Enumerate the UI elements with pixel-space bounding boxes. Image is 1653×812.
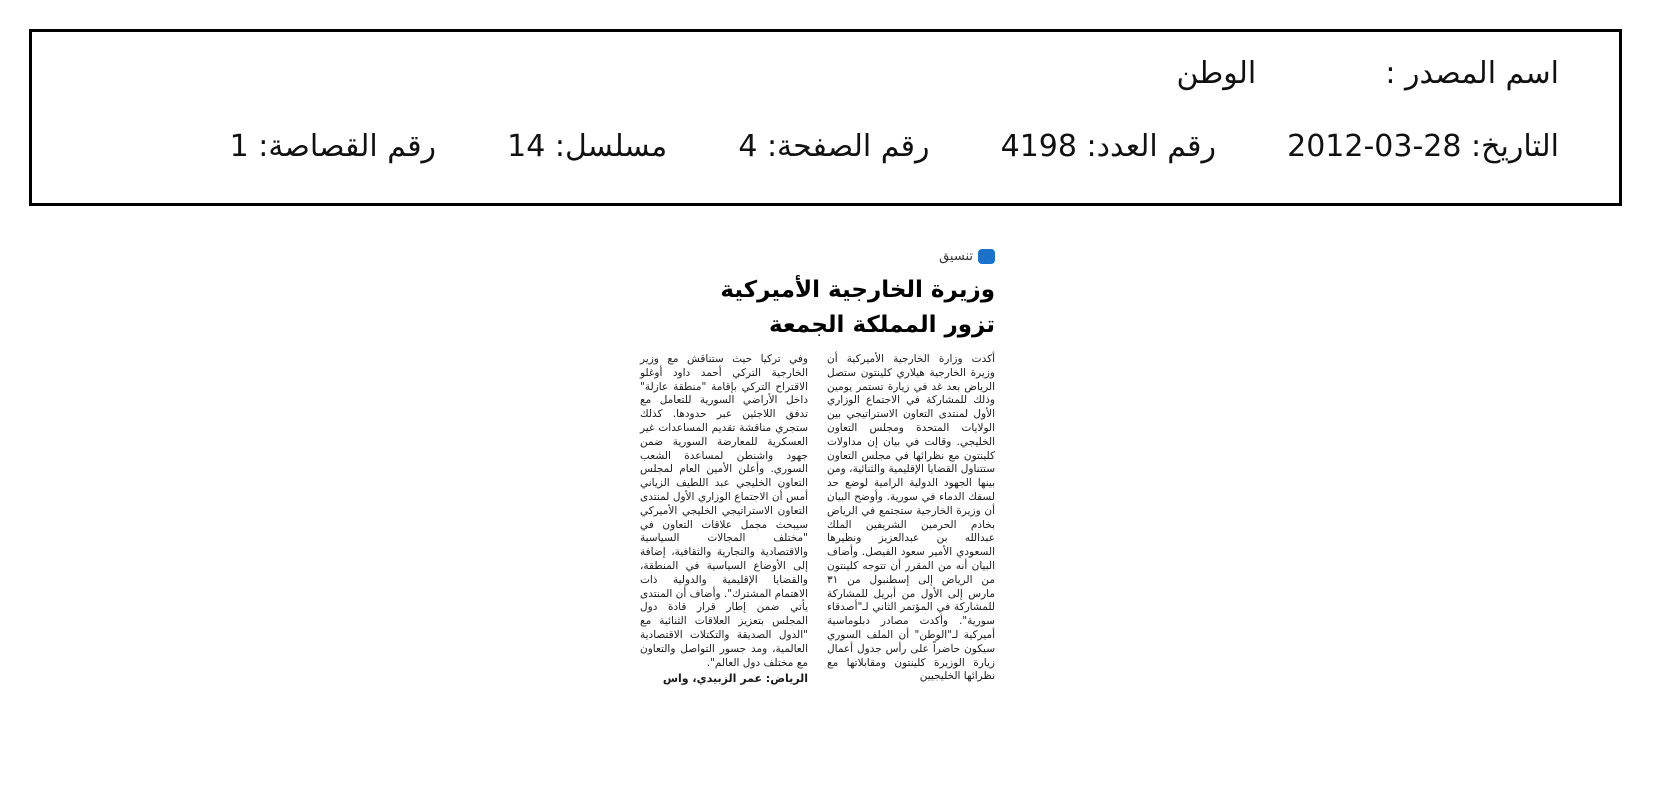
clipping-header-box [29, 29, 1622, 206]
article-column-2 [640, 353, 808, 686]
page-value: 4 [738, 129, 758, 164]
column-2-text: وفي تركيا حيث ستناقش مع وزير الخارجية التركي أحمد داود أوغلو الاقتراح التركي بإقامة "منطقة عازلة" داخل الأراضي السورية للتعامل مع تدفق اللاجئين عبر حدودها. كذلك ستجري مناقشة تقديم المساعدات غير العسكرية للمعارضة السورية ضمن جهود واشنطن لمساعدة الشعب السوري. وأعلن الأمين العام لمجلس التعاون الخليجي عبد اللطيف الزياني أمس أن الاجتماع الوزاري الأول لمنتدى التعاون الاستراتيجي الخليجي الأميركي سيبحث مجمل علاقات التعاون في "مختلف المجالات السياسية والاقتصادية والتجارية والثقافية، إضافة إلى الأوضاع السياسية في المنطقة، والقضايا الإقليمية والدولية ذات الاهتمام المشترك". وأضاف أن المنتدى يأتي ضمن إطار قرار قادة دول المجلس بتعزيز العلاقات الثنائية مع "الدول الصديقة والتكتلات الاقتصادية العالمية، ومد جسور التواصل والتعاون مع مختلف دول العالم". [640, 353, 808, 669]
page-label: رقم الصفحة: [766, 129, 930, 164]
source-value: الوطن [1176, 56, 1257, 91]
source-line [1177, 56, 1559, 91]
article-kicker [640, 247, 995, 265]
meta-line [230, 129, 1559, 164]
issue-value: 4198 [1000, 129, 1077, 164]
kicker-text: تنسيق [939, 248, 973, 264]
headline-line-1: وزيرة الخارجية الأميركية [720, 277, 995, 303]
issue-label: رقم العدد: [1086, 129, 1217, 164]
article-headline [640, 273, 995, 343]
source-label: اسم المصدر : [1385, 56, 1559, 91]
article-byline: الرياض: عمر الزبيدي، واس [662, 672, 808, 686]
date-label: التاريخ: [1471, 129, 1559, 164]
clip-label: رقم القصاصة: [258, 129, 437, 164]
clip-value: 1 [229, 129, 249, 164]
news-article [640, 247, 995, 686]
column-1-text: أكدت وزارة الخارجية الأميركية أن وزيرة الخارجية هيلاري كلينتون ستصل الرياض بعد غد في زيارة تستمر يومين وذلك للمشاركة في الاجتماع الوزاري الأول لمنتدى التعاون الاستراتيجي بين الولايات المتحدة ومجلس التعاون الخليجي. وقالت في بيان إن مداولات كلينتون مع نظرائها في مجلس التعاون ستتناول القضايا الإقليمية والثنائية، ومن بينها الجهود الدولية الرامية لوضع حد لسفك الدماء في سورية. وأوضح البيان أن وزيرة الخارجية ستجتمع في الرياض بخادم الحرمين الشريفين الملك عبدالله بن عبدالعزيز ونظيرها السعودي الأمير سعود الفيصل. وأضاف البيان أنه من المقرر أن تتوجه كلينتون من الرياض إلى إسطنبول من ٣١ مارس إلى الأول من أبريل للمشاركة للمشاركة في المؤتمر الثاني لـ"أصدقاء سورية". وأكدت مصادر دبلوماسية أميركية لـ"الوطن" أن الملف السوري سيكون حاضراً على رأس جدول أعمال زيارة الوزيرة كلينتون ومقابلاتها مع نظرائها الخليجيين [827, 353, 995, 683]
article-columns [640, 353, 995, 686]
square-bullet-icon [978, 249, 995, 264]
serial-value: 14 [507, 129, 546, 164]
serial-label: مسلسل: [554, 129, 668, 164]
headline-line-2: تزور المملكة الجمعة [768, 312, 995, 338]
article-column-1 [827, 353, 995, 686]
date-value: 2012-03-28 [1287, 129, 1462, 164]
